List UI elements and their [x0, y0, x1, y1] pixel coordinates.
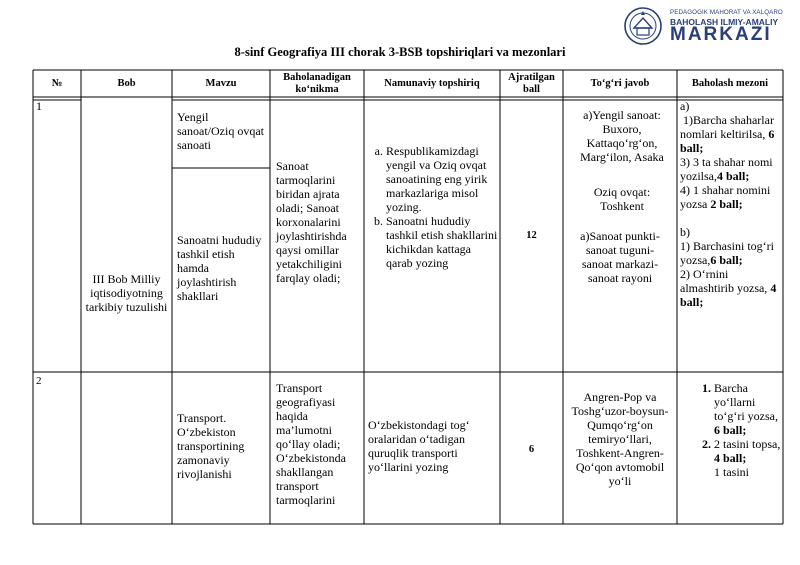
- mezon-row-2: [694, 381, 782, 479]
- topshiriq-transport: O‘zbekistondagi tog‘ oralaridan o‘tadigan quruqlik transporti yo‘llarini yozing: [368, 418, 470, 474]
- mezon2-item-2: 2. 2 tasini topsa, 4 ball;: [714, 437, 782, 465]
- logo-line2: BAHOLASH ILMIY-AMALIY: [670, 17, 779, 27]
- bob-cell: III Bob Milliy iqtisodiyotning tarkibiy tuzulishi: [85, 272, 168, 314]
- mezon-row-1: [680, 99, 782, 309]
- topshiriq-sanoat: [368, 144, 498, 270]
- mezon-item-3: 4) 1 shahar nomini yozsa 2 ball;: [680, 183, 771, 211]
- mavzu-yengil-sanoat: Yengil sanoat/Oziq ovqat sanoati: [177, 110, 264, 152]
- topshiriq-item-b: b. Sanoatni hududiy tashkil etish shakllarini kichikdan kattaga qarab yozing: [386, 214, 498, 270]
- header-javob: To‘g‘ri javob: [590, 77, 650, 89]
- logo-line3: MARKAZI: [670, 24, 772, 45]
- mezon-item-2: 3) 3 ta shahar nomi yozilsa,4 ball;: [680, 155, 773, 183]
- mezon-item-4: 1) Barchasini tog‘ri yozsa,6 ball;: [680, 239, 774, 267]
- konikma-transport: Transport geografiyasi haqida ma’lumotni qo‘llay oladi; O‘zbekistonda shakllangan transport tarmoqlarini: [276, 381, 346, 507]
- konikma-sanoat: Sanoat tarmoqlarini biridan ajrata oladi; Sanoat korxonalarini joylashtirishda qaysi omillar yetakchiligini farqlay oladi;: [276, 159, 347, 285]
- header-bob: Bob: [117, 77, 136, 89]
- logo-line1: PEDAGOGIK MAHORAT VA XALQARO: [670, 9, 783, 16]
- topshiriq-item-a: a. Respublikamizdagi yengil va Oziq ovqat sanoatining eng yirik markazlariga misol yozing.: [386, 144, 498, 214]
- row-number-1: 1: [36, 99, 42, 113]
- page-title: 8-sinf Geografiya III chorak 3-BSB topshiriqlari va mezonlari: [234, 45, 566, 59]
- mavzu-sanoat-hududiy: Sanoatni hududiy tashkil etish hamda joylashtirish shakllari: [177, 233, 262, 303]
- mavzu-transport: Transport. O‘zbekiston transportining zamonaviy rivojlanishi: [177, 411, 245, 481]
- javob-yengil: a)Yengil sanoat: Buxoro, Kattaqo‘rg‘on, Marg‘ilon, Asaka: [580, 108, 664, 164]
- mezon2-item-1: 1. Barcha yo‘llarni to‘g‘ri yozsa, 6 ball;: [714, 381, 782, 437]
- mezon2-item-3: 1 tasini: [714, 465, 749, 479]
- mezon-item-5: 2) O‘rnini almashtirib yozsa, 4 ball;: [680, 267, 777, 309]
- header-mavzu: Mavzu: [205, 77, 237, 89]
- javob-oziq-ovqat: Oziq ovqat: Toshkent: [593, 185, 651, 213]
- ball-row-2: 6: [528, 444, 535, 455]
- mezon-item-1: 1)Barcha shaharlar nomlari keltirilsa, 6 ball;: [680, 113, 775, 155]
- mezon-part-b: b): [680, 225, 690, 239]
- javob-sanoat-punkti: a)Sanoat punkti- sanoat tuguni- sanoat markazi- sanoat rayoni: [580, 229, 660, 285]
- header-topshiriq: Namunaviy topshiriq: [384, 77, 480, 89]
- javob-transport: Angren-Pop va Toshg‘uzor-boysun-Qumqo‘rg‘on temiryo‘llari, Toshkent-Angren-Qo‘qon avtomobil yo‘li: [571, 390, 669, 488]
- header-konikma: Baholanadigan ko‘nikma: [283, 71, 351, 95]
- row-number-2: 2: [36, 375, 42, 387]
- mezon-part-a: a): [680, 99, 690, 113]
- ball-row-1: 12: [526, 230, 537, 241]
- header-num: №: [51, 77, 63, 89]
- header-mezon: Baholash mezoni: [691, 77, 769, 89]
- header-ball: Ajratilgan ball: [508, 71, 555, 95]
